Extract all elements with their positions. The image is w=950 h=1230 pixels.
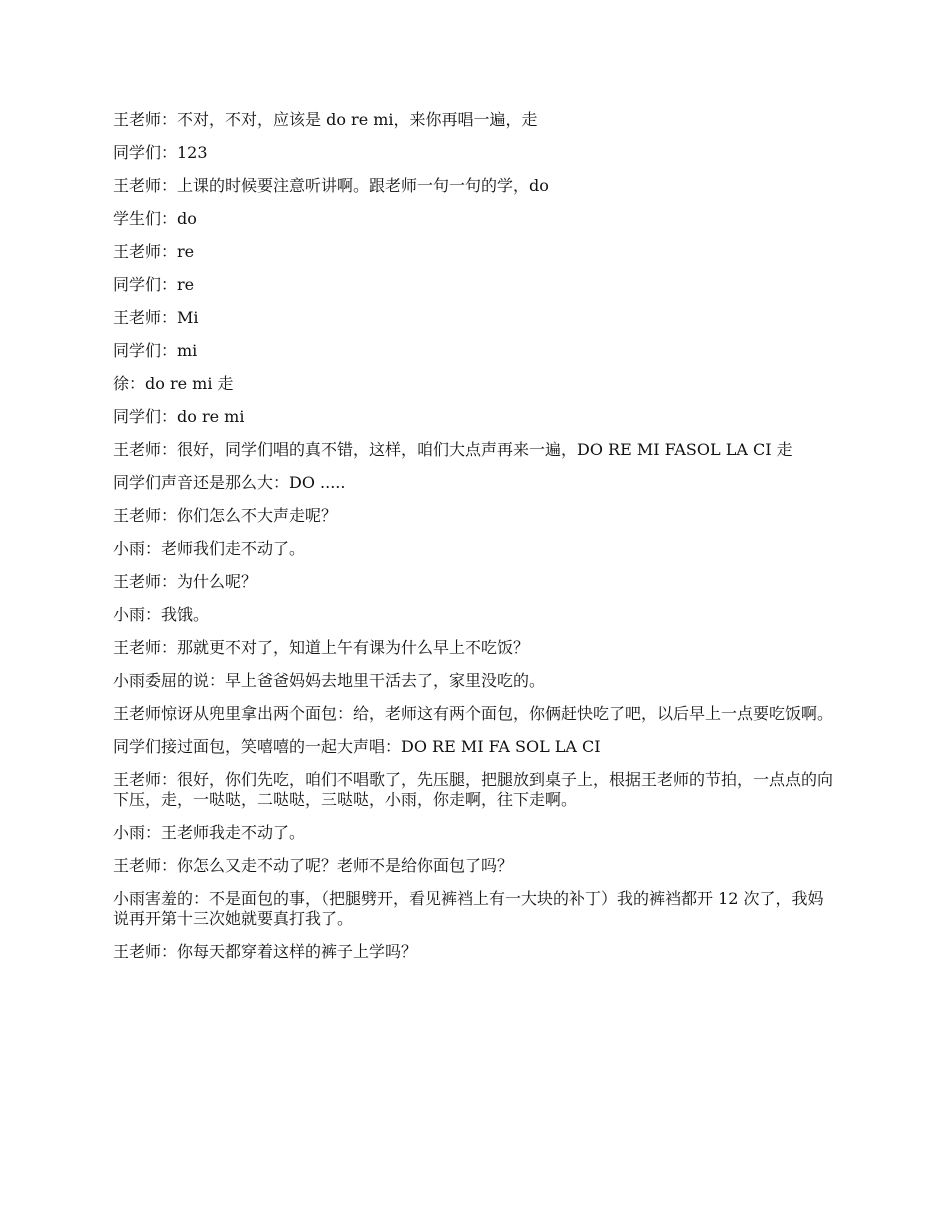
dialogue-line: 同学们：re — [113, 275, 195, 294]
dialogue-line: 王老师：不对，不对，应该是 do re mi，来你再唱一遍，走 — [113, 110, 538, 129]
dialogue-line: 王老师：上课的时候要注意听讲啊。跟老师一句一句的学，do — [113, 176, 549, 195]
dialogue-line: 王老师：re — [113, 242, 195, 261]
dialogue-line: 小雨：我饿。 — [113, 605, 210, 624]
dialogue-line: 王老师：为什么呢？ — [113, 572, 258, 591]
dialogue-line: 王老师：你们怎么不大声走呢？ — [113, 506, 338, 525]
dialogue-line: 小雨：王老师我走不动了。 — [113, 823, 306, 842]
dialogue-line: 王老师：很好，同学们唱的真不错，这样，咱们大点声再来一遍，DO RE MI FASOL LA CI 走 — [113, 440, 793, 459]
dialogue-line: 王老师：很好，你们先吃，咱们不唱歌了，先压腿，把腿放到桌子上，根据王老师的节拍，一点点的向下压，走，一哒哒，二哒哒，三哒哒，小雨，你走啊，往下走啊。 — [113, 770, 834, 809]
dialogue-line: 同学们：123 — [113, 143, 208, 162]
dialogue-line: 小雨委屈的说：早上爸爸妈妈去地里干活去了，家里没吃的。 — [113, 671, 546, 690]
dialogue-line: 小雨：老师我们走不动了。 — [113, 539, 306, 558]
dialogue-line: 王老师：你怎么又走不动了呢？老师不是给你面包了吗？ — [113, 856, 514, 875]
dialogue-line: 同学们声音还是那么大：DO ..... — [113, 473, 346, 492]
dialogue-line: 同学们：mi — [113, 341, 198, 360]
dialogue-line: 学生们：do — [113, 209, 197, 228]
dialogue-line: 同学们：do re mi — [113, 407, 245, 426]
dialogue-line: 王老师：Mi — [113, 308, 199, 327]
dialogue-line: 王老师：你每天都穿着这样的裤子上学吗？ — [113, 942, 418, 961]
dialogue-line: 王老师惊讶从兜里拿出两个面包：给，老师这有两个面包，你俩赶快吃了吧，以后早上一点要吃饭啊。 — [113, 704, 834, 723]
dialogue-line: 王老师：那就更不对了，知道上午有课为什么早上不吃饭？ — [113, 638, 530, 657]
dialogue-line: 徐：do re mi 走 — [113, 374, 234, 393]
dialogue-line: 小雨害羞的：不是面包的事，（把腿劈开，看见裤裆上有一大块的补丁）我的裤裆都开 12 次了，我妈说再开第十三次她就要真打我了。 — [113, 889, 824, 928]
dialogue-line: 同学们接过面包，笑嘻嘻的一起大声唱：DO RE MI FA SOL LA CI — [113, 737, 601, 756]
